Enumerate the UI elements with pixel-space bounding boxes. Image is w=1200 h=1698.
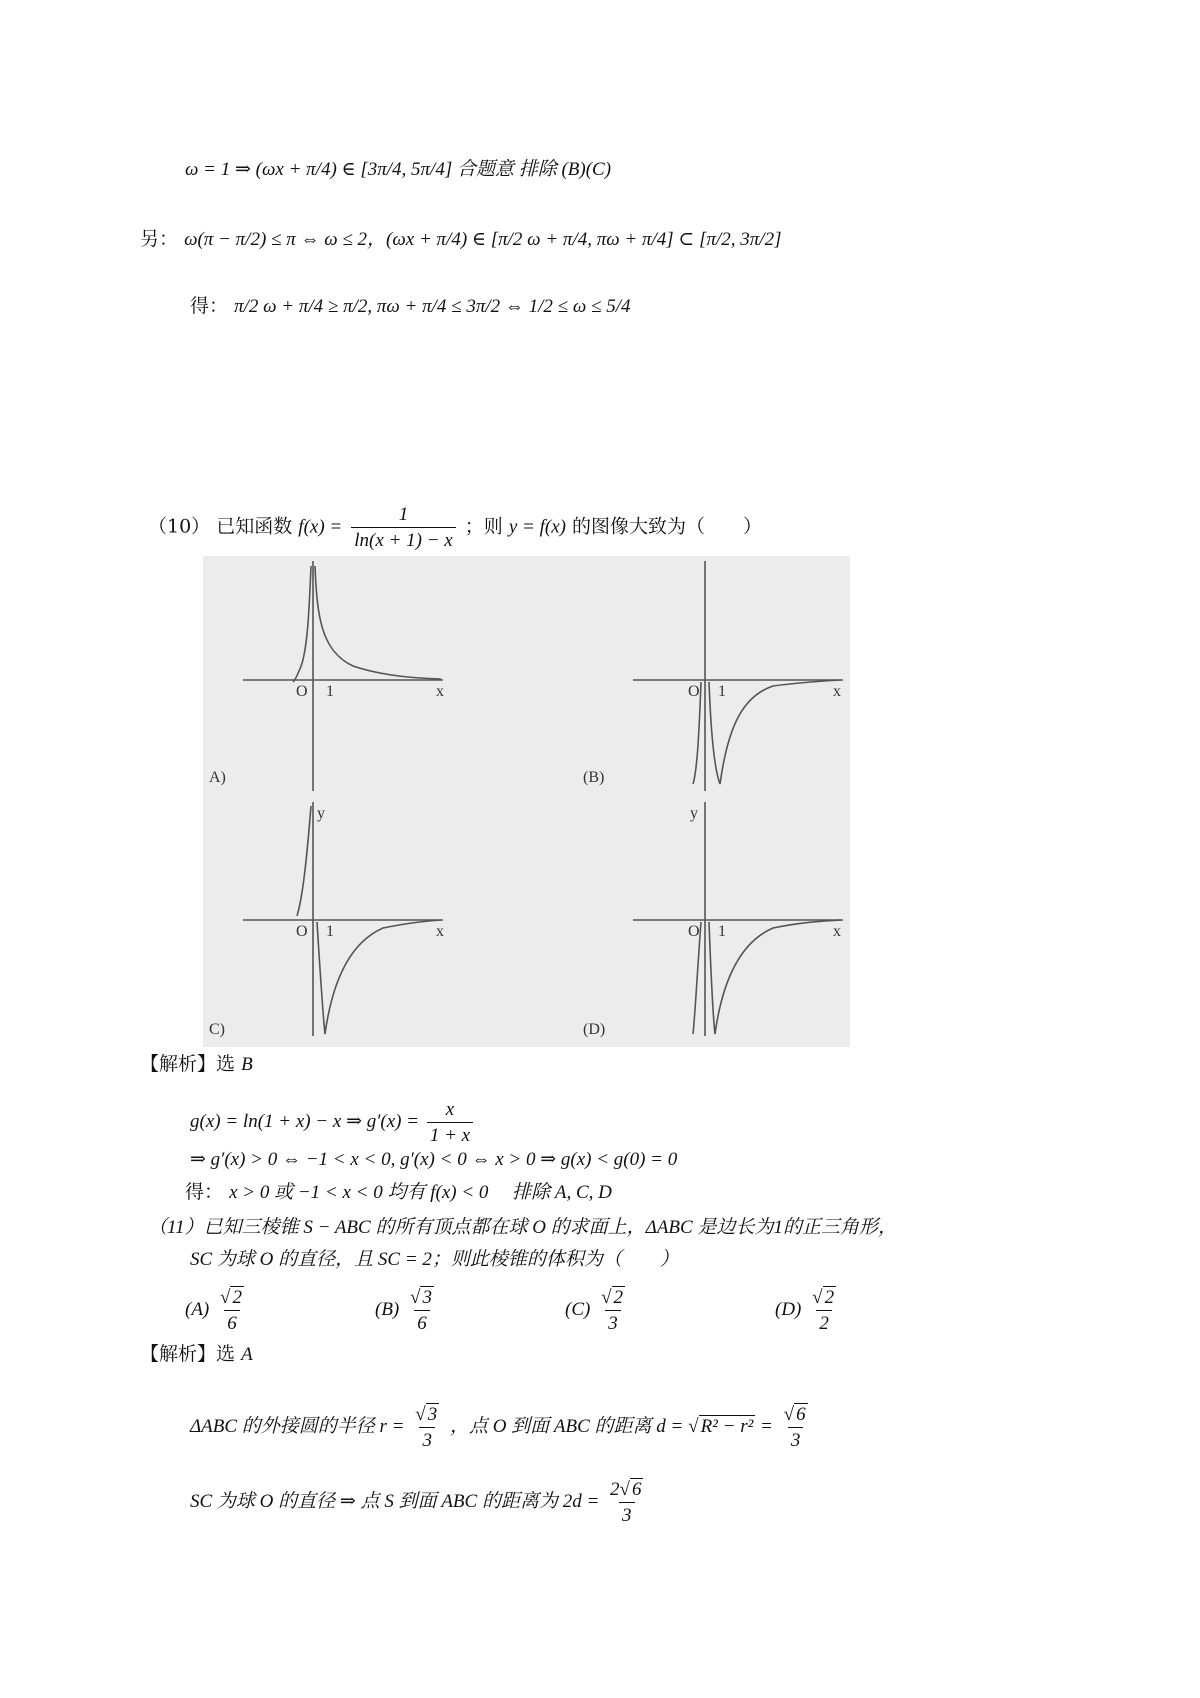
origin-label: O (688, 683, 700, 700)
fraction-denominator: ln(x + 1) − x (351, 527, 455, 550)
sqrt-expression: √ R² − r² (688, 1415, 754, 1437)
fraction-numerator: √ 3 (410, 1287, 432, 1308)
fraction-denominator: 3 (619, 1502, 635, 1525)
solution-text: g(x) = ln(1 + x) − x ⇒ g′(x) = (190, 1110, 420, 1132)
question-text: ；则 (464, 515, 503, 538)
q10-solution-head (140, 1055, 253, 1074)
function-name: y = f(x) (508, 516, 566, 538)
q11-solution-step-1 (190, 1405, 814, 1450)
derivation-line-3 (190, 297, 630, 316)
option-label: (D) (775, 1298, 802, 1320)
height-fraction (607, 1480, 646, 1525)
graph-label-c: C) (209, 1021, 225, 1038)
fraction-numerator: √ 6 (783, 1404, 806, 1425)
x-axis-label: x (436, 923, 444, 940)
option-fraction (809, 1288, 839, 1333)
solution-answer: B (241, 1054, 253, 1075)
distance-fraction (781, 1405, 811, 1450)
prefix-label: 得： (190, 295, 229, 317)
x-axis-label: x (833, 923, 841, 940)
radius-fraction (412, 1405, 442, 1450)
option-fraction (217, 1288, 247, 1333)
fraction-numerator: √ 2 (601, 1287, 624, 1308)
option-label: (C) (565, 1298, 591, 1320)
fraction-numerator: x (445, 1099, 455, 1120)
solution-text: ，点 O 到面 ABC 的距离 d = (449, 1415, 684, 1437)
fraction-numerator: 2√ 6 (610, 1479, 642, 1500)
fraction-numerator: √ 3 (415, 1404, 438, 1425)
question-11-line-2: SC 为球 O 的直径，且 SC = 2；则此棱锥的体积为（ ） (190, 1249, 679, 1270)
option-label: (A) (185, 1298, 210, 1320)
graph-panel-b (633, 561, 843, 791)
origin-label: O (296, 923, 308, 940)
radicand: 2 (824, 1287, 835, 1308)
solution-answer: A (241, 1344, 253, 1365)
y-axis-label: y (317, 805, 325, 822)
fraction-denominator: 6 (224, 1310, 240, 1333)
derivative-fraction (427, 1100, 473, 1145)
tick-one-label: 1 (718, 683, 726, 700)
origin-label: O (296, 683, 308, 700)
radicand: 3 (422, 1287, 432, 1308)
function-name: f(x) = (298, 516, 343, 538)
x-axis-label: x (833, 683, 841, 700)
option-fraction (598, 1288, 628, 1333)
graph-label-d: (D) (583, 1021, 606, 1038)
fraction-denominator: 3 (605, 1310, 621, 1333)
fraction-denominator: 6 (414, 1310, 430, 1333)
solution-label: 【解析】选 (140, 1053, 236, 1075)
coefficient: 2 (610, 1479, 620, 1500)
graph-panel-a (243, 561, 443, 791)
derivation-line-2 (140, 230, 781, 249)
question-11-line-1: （11）已知三棱锥 S − ABC 的所有顶点都在球 O 的求面上，ΔABC 是边长为1的正三角形， (148, 1217, 897, 1238)
x-axis-label: x (436, 683, 444, 700)
prefix-label: 另： (140, 228, 179, 250)
option-fraction (407, 1288, 437, 1333)
q11-option-b (375, 1288, 440, 1333)
question-10 (148, 505, 762, 550)
fraction-numerator: √ 2 (220, 1287, 242, 1308)
origin-label: O (688, 923, 700, 940)
solution-text: ΔABC 的外接圆的半径 r = (190, 1415, 405, 1437)
radicand: 6 (631, 1479, 642, 1500)
question-text: 已知函数 (216, 515, 293, 538)
equals-sign: = (760, 1415, 773, 1437)
fraction-denominator: 3 (419, 1427, 435, 1450)
graph-svg (203, 556, 850, 1047)
q11-solution-step-2 (190, 1480, 649, 1525)
graph-panel-d (633, 802, 843, 1036)
radicand: 6 (796, 1404, 806, 1425)
option-label: (B) (375, 1298, 400, 1320)
tick-one-label: 1 (326, 683, 334, 700)
solution-label: 【解析】选 (140, 1343, 236, 1365)
derivation-text: π/2 ω + π/4 ≥ π/2, πω + π/4 ≤ 3π/2 ⇔ 1/2 ≤ ω ≤ 5/4 (234, 296, 631, 317)
graph-panel-c (243, 802, 443, 1036)
derivation-line-1: ω = 1 ⇒ (ωx + π/4) ∈ [3π/4, 5π/4] 合题意 排除 (B)(C) (185, 159, 612, 180)
tick-one-label: 1 (718, 923, 726, 940)
y-axis-label: y (690, 805, 698, 822)
radicand: 3 (427, 1404, 438, 1425)
fraction-denominator: 1 + x (427, 1122, 473, 1145)
prefix-label: 得： (185, 1181, 224, 1203)
q11-option-c (565, 1288, 631, 1333)
graph-label-a: A) (209, 769, 226, 786)
fraction-numerator: 1 (398, 504, 409, 525)
radicand: R² − r² (700, 1415, 754, 1437)
q10-solution-step-1 (190, 1100, 476, 1145)
q11-option-d (775, 1288, 842, 1333)
fraction-denominator: 2 (816, 1310, 832, 1333)
solution-text: x > 0 或 −1 < x < 0 均有 f(x) < 0 排除 A, C, D (229, 1182, 612, 1203)
fraction-numerator: √ 2 (812, 1287, 835, 1308)
graph-options-figure (203, 556, 850, 1047)
question-text: 的图像大致为（ ） (572, 515, 763, 538)
q11-option-a (185, 1288, 250, 1333)
q10-solution-step-3 (185, 1183, 612, 1202)
fraction-denominator: 3 (788, 1427, 804, 1450)
solution-text: SC 为球 O 的直径 ⇒ 点 S 到面 ABC 的距离为 2d = (190, 1490, 600, 1512)
graph-label-b: (B) (583, 769, 605, 786)
radicand: 2 (613, 1287, 624, 1308)
q11-solution-head (140, 1345, 253, 1364)
radicand: 2 (232, 1287, 242, 1308)
derivation-text: ω(π − π/2) ≤ π ⇔ ω ≤ 2，(ωx + π/4) ∈ [π/2 ω + π/4, πω + π/4] ⊂ [π/2, 3π/2] (184, 229, 782, 250)
function-fraction (351, 505, 455, 550)
q10-solution-step-2: ⇒ g′(x) > 0 ⇔ −1 < x < 0, g′(x) < 0 ⇔ x > 0 ⇒ g(x) < g(0) = 0 (190, 1149, 678, 1170)
question-number: （10） (148, 515, 211, 538)
tick-one-label: 1 (326, 923, 334, 940)
